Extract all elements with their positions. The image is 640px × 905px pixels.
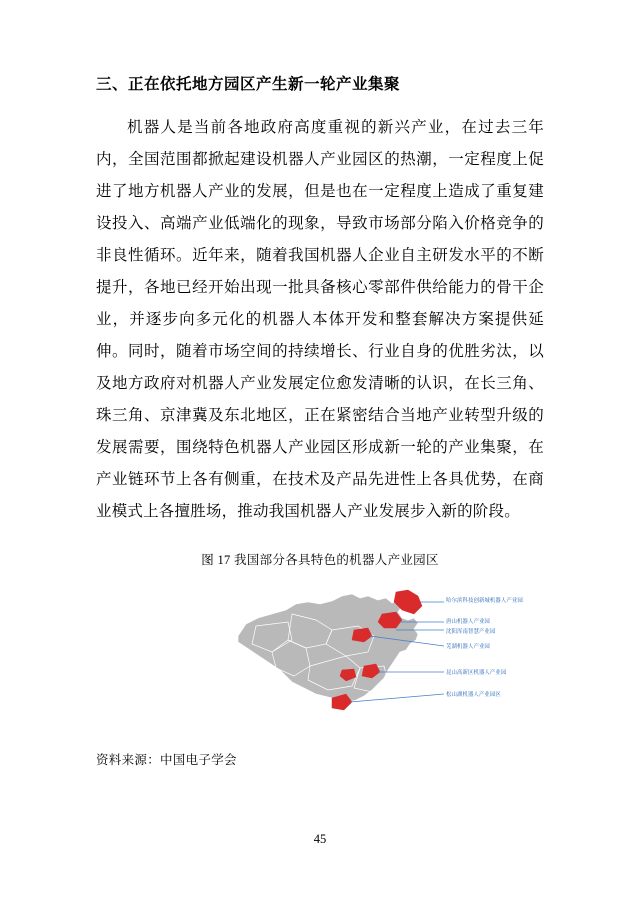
callout-label-songshanhu: 松山湖机器人产业园区 (446, 692, 501, 698)
callout-label-tangshan: 唐山机器人产业园 (446, 619, 490, 625)
page-number: 45 (313, 832, 327, 846)
figure-source: 资料来源：中国电子学会 (96, 753, 237, 767)
callout-label-harbin: 哈尔滨科技创新城机器人产业园 (446, 598, 523, 604)
page-content (96, 72, 544, 768)
callout-label-kunshan: 昆山高新区机器人产业园 (446, 670, 507, 676)
figure-china-map (96, 574, 544, 734)
figure-caption: 图 17 我国部分各具特色的机器人产业园区 (201, 553, 439, 567)
section-heading: 三、正在依托地方园区产生新一轮产业集聚 (96, 75, 401, 93)
callout-label-shenyang: 沈阳浑南智慧产业园 (446, 629, 496, 635)
map-base-shape (238, 594, 418, 702)
callout-label-wuhu: 芜湖机器人产业园 (446, 644, 490, 650)
body-paragraph: 机器人是当前各地政府高度重视的新兴产业，在过去三年内，全国范围都掀起建设机器人产业园区的热潮，一定程度上促进了地方机器人产业的发展，但是也在一定程度上造成了重复建设投入、高端产业低端化的现象，导致市场部分陷入价格竞争的非良性循环。近年来，随着我国机器人企业自主研发水平的不断提升，各地已经开始出现一批具备核心零部件供给能力的骨干企业，并逐步向多元化的机器人本体开发和整套解决方案提供延伸。同时，随着市场空间的持续增长、行业自身的优胜劣汰，以及地方政府对机器人产业发展定位愈发清晰的认识，在长三角、珠三角、京津冀及东北地区，正在紧密结合当地产业转型升级的发展需要，围绕特色机器人产业园区形成新一轮的产业集聚，在产业链环节上各有侧重，在技术及产品先进性上各具优势，在商业模式上各擅胜场，推动我国机器人产业发展步入新的阶段。 (96, 119, 544, 520)
